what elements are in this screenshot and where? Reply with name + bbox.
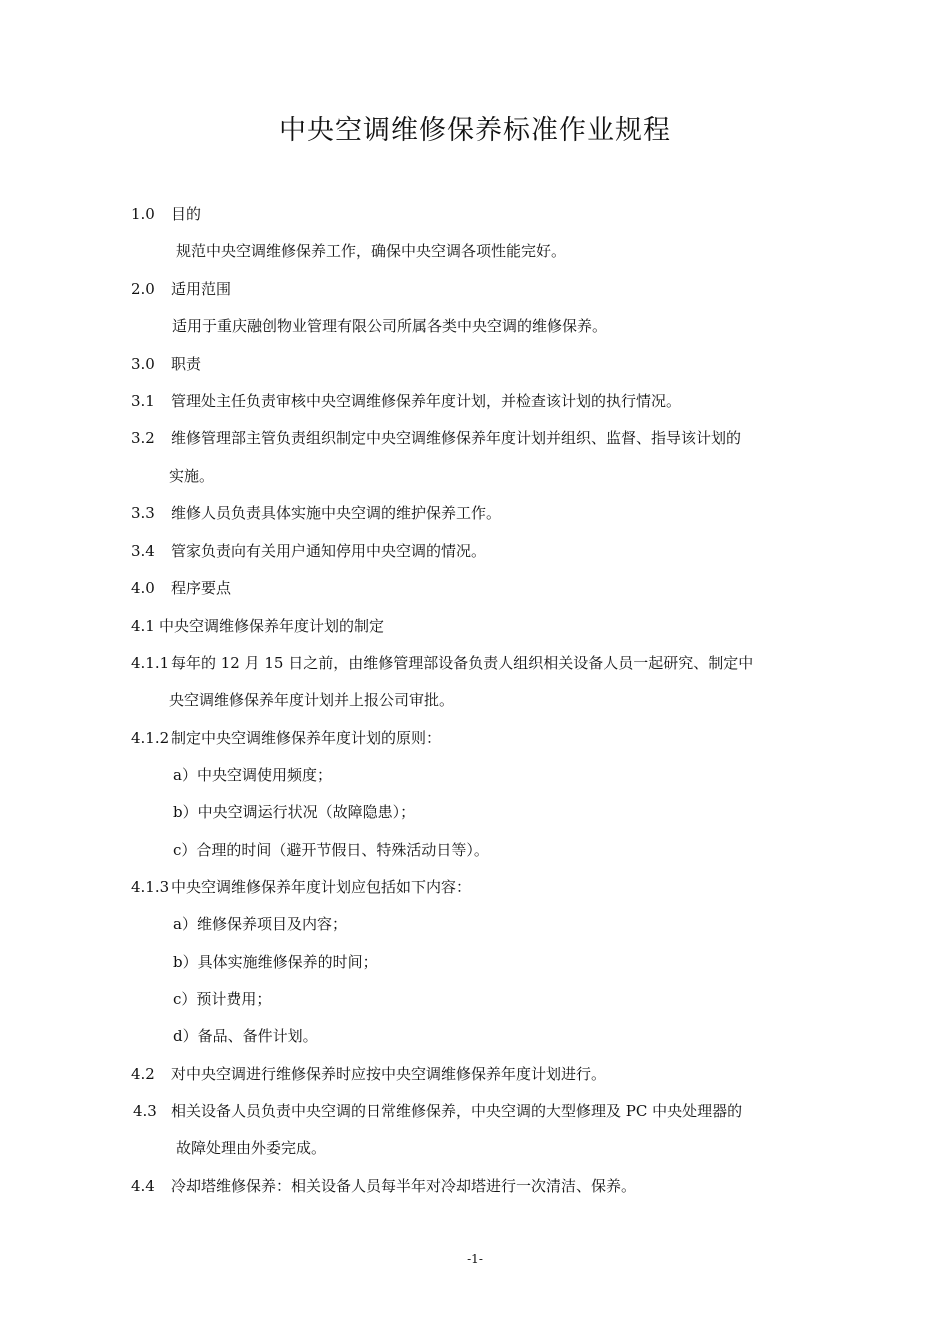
list-item [173, 952, 378, 972]
page-number: -1- [467, 1252, 483, 1266]
section-text: 目的 [171, 205, 202, 223]
paragraph-text: 规范中央空调维修保养工作，确保中央空调各项性能完好。 [176, 242, 567, 260]
list-item-text: b）具体实施维修保养的时间； [173, 953, 378, 971]
section-number: 4.0 [131, 579, 155, 597]
clause-line [131, 728, 441, 748]
list-item-text: a）维修保养项目及内容； [173, 915, 347, 933]
clause-line [131, 653, 753, 673]
clause-text: 相关设备人员负责中央空调的日常维修保养，中央空调的大型修理及 PC 中央处理器的 [171, 1102, 743, 1120]
clause-number: 4.1.3 [131, 878, 170, 896]
clause-text: 维修人员负责具体实施中央空调的维护保养工作。 [171, 504, 502, 522]
clause-line [131, 428, 741, 448]
list-item-text: d）备品、备件计划。 [173, 1027, 318, 1045]
continuation-line [169, 466, 214, 486]
list-item [173, 989, 271, 1009]
continuation-text: 故障处理由外委完成。 [176, 1139, 327, 1157]
clause-number: 4.1.2 [131, 729, 170, 747]
clause-text: 制定中央空调维修保养年度计划的原则： [171, 729, 442, 747]
section-heading [131, 354, 201, 374]
clause-number: 3.1 [131, 392, 155, 410]
clause-line [131, 503, 501, 523]
continuation-text: 央空调维修保养年度计划并上报公司审批。 [169, 691, 455, 709]
section-text: 程序要点 [171, 579, 232, 597]
section-heading [131, 578, 231, 598]
clause-line [133, 1101, 742, 1121]
clause-text: 管理处主任负责审核中央空调维修保养年度计划，并检查该计划的执行情况。 [171, 392, 682, 410]
clause-text: 中央空调维修保养年度计划应包括如下内容： [171, 878, 472, 896]
paragraph-line [176, 241, 566, 261]
clause-number: 3.2 [131, 429, 155, 447]
list-item-text: c）预计费用； [173, 990, 272, 1008]
list-item [173, 914, 347, 934]
clause-number: 4.1 [131, 617, 155, 635]
list-item-text: b）中央空调运行状况（故障隐患）； [173, 803, 416, 821]
clause-number: 3.3 [131, 504, 155, 522]
clause-line [131, 1064, 606, 1084]
list-item-text: c）合理的时间（避开节假日、特殊活动日等）。 [173, 841, 489, 859]
document-title: 中央空调维修保养标准作业规程 [279, 115, 671, 146]
clause-line [131, 616, 384, 636]
continuation-line [169, 690, 454, 710]
clause-number: 4.2 [131, 1065, 155, 1083]
list-item [173, 1026, 318, 1046]
clause-text: 对中央空调进行维修保养时应按中央空调维修保养年度计划进行。 [171, 1065, 607, 1083]
clause-number: 4.1.1 [131, 654, 170, 672]
paragraph-text: 适用于重庆融创物业管理有限公司所属各类中央空调的维修保养。 [172, 317, 608, 335]
clause-text: 维修管理部主管负责组织制定中央空调维修保养年度计划并组织、监督、指导该计划的 [171, 429, 742, 447]
clause-number: 3.4 [131, 542, 155, 560]
section-number: 3.0 [131, 355, 155, 373]
clause-line [131, 877, 471, 897]
section-number: 1.0 [131, 205, 155, 223]
clause-line [131, 1176, 636, 1196]
clause-text: 冷却塔维修保养：相关设备人员每半年对冷却塔进行一次清洁、保养。 [171, 1177, 637, 1195]
section-heading [131, 279, 231, 299]
clause-text: 每年的 12 月 15 日之前，由维修管理部设备负责人组织相关设备人员一起研究、制定中 [171, 654, 754, 672]
paragraph-line [172, 316, 607, 336]
section-heading [131, 204, 201, 224]
list-item [173, 840, 489, 860]
clause-line [131, 391, 681, 411]
clause-number: 4.4 [131, 1177, 155, 1195]
continuation-text: 实施。 [169, 467, 215, 485]
list-item-text: a）中央空调使用频度； [173, 766, 332, 784]
section-text: 职责 [171, 355, 202, 373]
list-item [173, 765, 332, 785]
clause-number: 4.3 [133, 1102, 157, 1120]
continuation-line [176, 1138, 326, 1158]
section-number: 2.0 [131, 280, 155, 298]
section-text: 适用范围 [171, 280, 232, 298]
clause-line [131, 541, 486, 561]
list-item [173, 802, 415, 822]
clause-text: 中央空调维修保养年度计划的制定 [159, 617, 385, 635]
clause-text: 管家负责向有关用户通知停用中央空调的情况。 [171, 542, 487, 560]
